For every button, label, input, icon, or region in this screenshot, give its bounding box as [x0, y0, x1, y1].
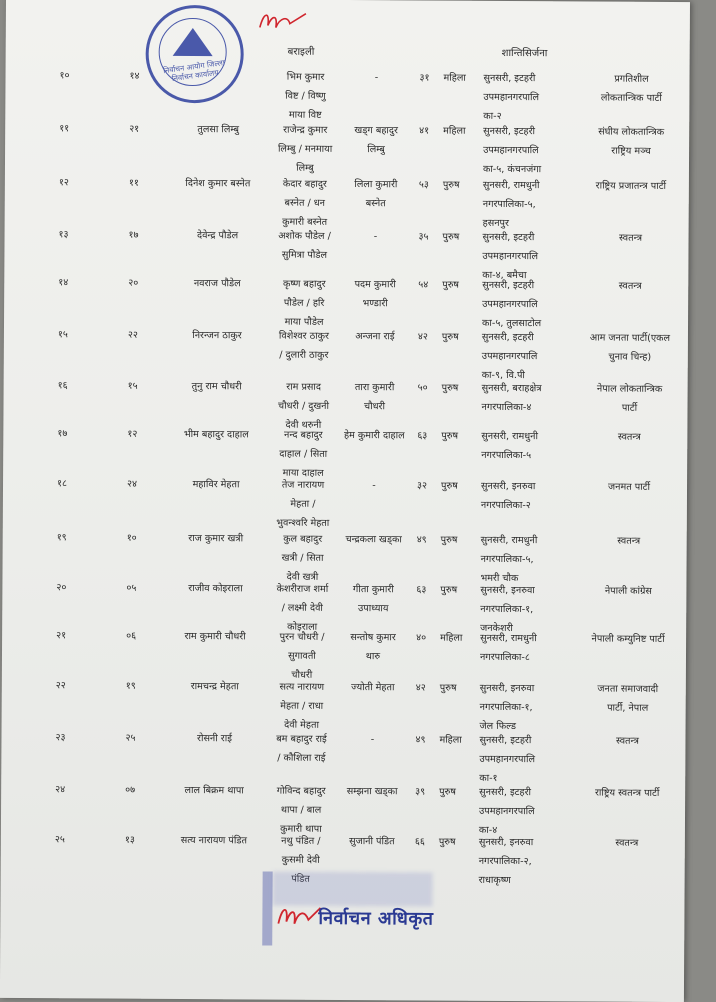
- serial-number: २३: [55, 732, 66, 744]
- candidate-name: निरन्जन ठाकुर: [192, 330, 242, 342]
- candidate-address: सुनसरी, इटहरी उपमहानगरपालि का-५, कंचनजंगा: [482, 125, 542, 176]
- candidate-party: राष्ट्रिय स्वतन्त्र पार्टी: [594, 787, 660, 799]
- candidate-address: सुनसरी, इटहरी उपमहानगरपालि का-४: [478, 786, 535, 836]
- candidate-age: ३१: [419, 72, 430, 84]
- candidate-age: ५४: [418, 279, 429, 291]
- candidate-age: ४२: [417, 331, 428, 343]
- candidate-name: महाविर मेहता: [192, 479, 240, 491]
- candidate-gender: महिला: [440, 632, 463, 644]
- candidate-gender: पुरुष: [442, 231, 460, 243]
- candidate-gender: पुरुष: [441, 382, 459, 394]
- parents-name: विशेश्वर ठाकुर / दुलारी ठाकुर: [278, 330, 330, 361]
- header-parent-label: बराइली: [287, 46, 315, 58]
- candidate-number: १२: [127, 428, 138, 440]
- spouse-name: खड्ग बहादुर लिम्बु: [354, 125, 398, 156]
- candidate-number: १४: [129, 70, 140, 82]
- election-officer-label: निर्वाचन अधिकृत: [318, 907, 434, 930]
- candidate-number: २५: [125, 732, 136, 744]
- serial-number: १२: [58, 177, 69, 189]
- candidate-gender: पुरुष: [440, 584, 458, 596]
- candidate-party: जनमत पार्टी: [608, 481, 651, 493]
- table-row: [1, 830, 685, 887]
- candidate-gender: पुरुष: [440, 480, 458, 492]
- candidate-name: तुनु राम चौधरी: [191, 381, 242, 393]
- parents-name: पुरन चौधरी / सुगावती चौधरी: [279, 631, 325, 681]
- table-row: [4, 325, 688, 382]
- spouse-name: चन्द्रकला खड्का: [345, 533, 402, 546]
- candidate-age: ४१: [419, 125, 430, 137]
- candidate-party: संघीय लोकतान्त्रिक राष्ट्रिय मञ्च: [598, 126, 665, 157]
- parents-name: राजेन्द्र कुमार लिम्बु / मनमाया लिम्बु: [277, 124, 333, 174]
- signature-top: [254, 7, 312, 35]
- candidate-address: सुनसरी, रामधुनी नगरपालिका-५, हसनपुर: [482, 179, 540, 229]
- serial-number: १५: [57, 329, 68, 341]
- parents-name: सत्य नारायण मेहता / राधा देवी मेहता: [279, 681, 325, 731]
- candidate-number: २२: [127, 329, 138, 341]
- candidate-age: ५०: [417, 382, 428, 394]
- candidate-age: ४९: [415, 734, 426, 746]
- candidate-gender: पुरुष: [438, 836, 456, 848]
- parents-name: अशोक पौडेल / सुमित्रा पौडेल: [278, 230, 331, 261]
- candidate-party: नेपाल लोकतान्त्रिक पार्टी: [596, 383, 663, 414]
- candidate-number: २०: [128, 277, 139, 289]
- candidate-name: तुलसा लिम्बु: [197, 124, 240, 136]
- candidate-address: सुनसरी, इनरुवा नगरपालिका-२: [480, 480, 536, 512]
- table-row: [4, 273, 688, 330]
- candidate-age: ५३: [418, 179, 429, 191]
- candidate-age: ३९: [415, 786, 426, 798]
- spouse-name: हेम कुमारी दाहाल: [344, 429, 405, 442]
- candidate-gender: पुरुष: [439, 786, 456, 798]
- parents-name: कृष्ण बहादुर पौडेल / हरि माया पौडेल: [282, 278, 326, 328]
- spouse-name: सन्तोष कुमार थारु: [350, 632, 396, 663]
- candidate-party: स्वतन्त्र: [618, 280, 642, 292]
- spouse-name: गीता कुमारी उपाध्याय: [352, 584, 394, 615]
- candidate-number: १७: [128, 229, 139, 241]
- candidate-gender: महिला: [439, 734, 462, 746]
- serial-number: १३: [58, 229, 69, 241]
- candidate-name: राज कुमार खत्री: [188, 533, 244, 545]
- table-row: [3, 424, 687, 479]
- serial-number: २४: [55, 784, 66, 796]
- serial-number: २०: [56, 582, 67, 594]
- candidate-address: सुनसरी, रामधुनी नगरपालिका-८: [479, 632, 537, 664]
- candidate-address: सुनसरी, इटहरी उपमहानगरपालि का-४, बमैचा: [482, 231, 539, 282]
- table-row: [2, 578, 686, 635]
- candidate-party: राष्ट्रिय प्रजातन्त्र पार्टी: [595, 180, 667, 192]
- parents-name: राम प्रसाद चौधरी / दुखनी देवी थरुनी: [278, 381, 330, 431]
- election-officer-stamp: [262, 871, 444, 946]
- table-row: [3, 528, 687, 585]
- serial-number: ११: [59, 123, 70, 135]
- candidate-address: सुनसरी, इनरुवा नगरपालिका-१, जेल फिल्ड: [479, 682, 535, 733]
- table-row: [1, 780, 685, 836]
- candidate-gender: पुरुष: [442, 279, 460, 291]
- candidate-gender: पुरुष: [440, 534, 458, 546]
- candidate-party: नेपाली कांग्रेस: [604, 585, 652, 597]
- candidate-address: सुनसरी, इटहरी उपमहानगरपालि का-५, तुलसाटोल: [481, 279, 542, 330]
- candidate-name: भीम बहादुर दाहाल: [183, 429, 249, 441]
- spouse-name: -: [370, 734, 375, 746]
- signature-bottom: [274, 898, 324, 934]
- candidate-age: ४०: [416, 632, 427, 644]
- candidate-name: दिनेश कुमार बस्नेत: [185, 178, 251, 190]
- candidate-age: ६६: [414, 836, 425, 848]
- candidate-number: २१: [129, 123, 140, 135]
- candidate-party: स्वतन्त्र: [615, 837, 639, 849]
- spouse-name: अन्जना राई: [355, 331, 395, 343]
- candidate-age: ३२: [416, 480, 428, 492]
- seal-text: निर्वाचन आयोग जिल्ला निर्वाचन कार्यालय: [162, 58, 226, 84]
- table-row: [5, 225, 689, 282]
- candidate-party: आम जनता पार्टी(एकल चुनाव चिन्ह): [589, 332, 671, 363]
- serial-number: १७: [57, 428, 68, 440]
- candidate-address: सुनसरी, इटहरी उपमहानगरपालि का-९, वि.पी: [481, 331, 538, 382]
- table-row: [2, 676, 686, 733]
- candidate-age: ६३: [416, 584, 427, 596]
- serial-number: १६: [57, 380, 68, 392]
- candidate-address: सुनसरी, बराहक्षेत्र नगरपालिका-४: [481, 382, 542, 414]
- candidate-gender: पुरुष: [441, 430, 459, 442]
- candidate-number: ०६: [126, 630, 137, 642]
- serial-number: १०: [59, 70, 70, 82]
- table-row: [3, 474, 687, 529]
- serial-number: १८: [57, 478, 68, 490]
- candidate-party: स्वतन्त्र: [619, 232, 643, 244]
- candidate-gender: महिला: [443, 125, 466, 137]
- candidate-address: सुनसरी, रामधुनी नगरपालिका-५, भमरी चौक: [480, 534, 538, 585]
- candidate-number: २४: [127, 478, 138, 490]
- candidate-name: सत्य नारायण पंडित: [180, 834, 247, 847]
- spouse-name: सम्झना खड्का: [346, 786, 398, 798]
- candidate-address: सुनसरी, इटहरी उपमहानगरपालि का-२: [483, 72, 540, 122]
- candidate-age: ४९: [416, 534, 427, 546]
- table-row: [4, 376, 688, 431]
- table-row: [2, 728, 686, 784]
- serial-number: २२: [55, 680, 66, 692]
- candidate-party: नेपाली कम्युनिष्ट पार्टी: [591, 633, 665, 645]
- candidate-party: जनता समाजवादी पार्टी, नेपाल: [597, 683, 659, 714]
- spouse-name: तारा कुमारी चौधरी: [354, 382, 395, 413]
- candidate-name: रामचन्द्र मेहता: [190, 681, 239, 693]
- parents-name: गोविन्द बहादुर थापा / बाल कुमारी थापा: [276, 785, 326, 835]
- parents-name: बम बहादुर राई / कौशिला राई: [276, 733, 327, 764]
- spouse-name: पदम कुमारी भण्डारी: [354, 279, 396, 310]
- parents-name: कुल बहादुर खत्री / सिता देवी खत्री: [281, 533, 324, 583]
- candidate-number: ११: [128, 177, 139, 189]
- candidate-age: ४२: [415, 682, 426, 694]
- candidate-party: स्वतन्त्र: [615, 735, 639, 747]
- parents-name: नथु पंडित / कुसमी देवी पंडित: [281, 835, 321, 885]
- candidate-name: देवेन्द्र पौडेल: [196, 230, 239, 242]
- table-row: [2, 626, 686, 681]
- candidate-age: ६३: [417, 430, 428, 442]
- parents-name: भिम कुमार विष्ट / विष्णु माया विष्ट: [285, 71, 326, 121]
- candidate-address: सुनसरी, इटहरी उपमहानगरपालि का-१: [479, 734, 536, 784]
- serial-number: १४: [58, 277, 69, 289]
- candidate-name: रोसनी राई: [197, 733, 232, 745]
- candidate-party: स्वतन्त्र: [617, 431, 641, 443]
- candidate-party: प्रगतिशील लोकतान्त्रिक पार्टी: [600, 73, 662, 104]
- candidate-name: राजीव कोइराला: [188, 583, 243, 595]
- candidate-number: १९: [125, 680, 136, 692]
- spouse-name: -: [373, 231, 378, 243]
- parents-name: नन्द बहादुर दाहाल / सिता माया दाहाल: [279, 429, 328, 479]
- spouse-name: ज्योती मेहता: [351, 682, 395, 694]
- candidate-number: ०५: [126, 582, 137, 594]
- candidate-number: १३: [124, 834, 135, 846]
- serial-number: २१: [56, 630, 67, 642]
- parents-name: तेज नारायण मेहता / भुवन्श्वरि मेहता: [276, 479, 330, 529]
- candidate-address: सुनसरी, रामधुनी नगरपालिका-५: [481, 430, 539, 462]
- candidate-gender: पुरुष: [439, 682, 457, 694]
- candidate-age: ३५: [418, 231, 429, 243]
- serial-number: १९: [56, 532, 67, 544]
- candidate-number: १०: [126, 532, 137, 544]
- spouse-name: सुजानी पंडित: [349, 836, 395, 848]
- candidate-name: नवराज पौडेल: [193, 278, 241, 290]
- candidate-number: ०७: [125, 784, 136, 796]
- candidate-gender: महिला: [443, 72, 466, 84]
- spouse-name: -: [372, 480, 376, 492]
- table-row: [5, 119, 689, 176]
- parents-name: केशरीराज शर्मा / लक्ष्मी देवी कोइराला: [276, 583, 329, 633]
- header-address-label: शान्तिसिर्जना: [501, 47, 548, 60]
- candidate-address: सुनसरी, इनरुवा नगरपालिका-२, राधाकृष्ण: [478, 836, 534, 887]
- candidate-number: १५: [127, 380, 138, 392]
- candidate-gender: पुरुष: [442, 179, 460, 191]
- candidate-address: सुनसरी, इनरुवा नगरपालिका-१, जनकेशरी: [480, 584, 535, 635]
- spouse-name: लिला कुमारी बस्नेत: [354, 179, 398, 210]
- serial-number: २५: [54, 834, 65, 846]
- candidate-name: लाल बिक्रम थापा: [184, 785, 244, 797]
- candidate-name: राम कुमारी चौधरी: [184, 631, 246, 643]
- candidate-gender: पुरुष: [441, 331, 459, 343]
- parents-name: केदार बहादुर बस्नेत / धन कुमारी बस्नेत: [282, 178, 328, 228]
- candidate-party: स्वतन्त्र: [617, 535, 641, 547]
- table-header: [6, 42, 690, 64]
- table-row: [5, 173, 689, 229]
- spouse-name: -: [374, 72, 379, 84]
